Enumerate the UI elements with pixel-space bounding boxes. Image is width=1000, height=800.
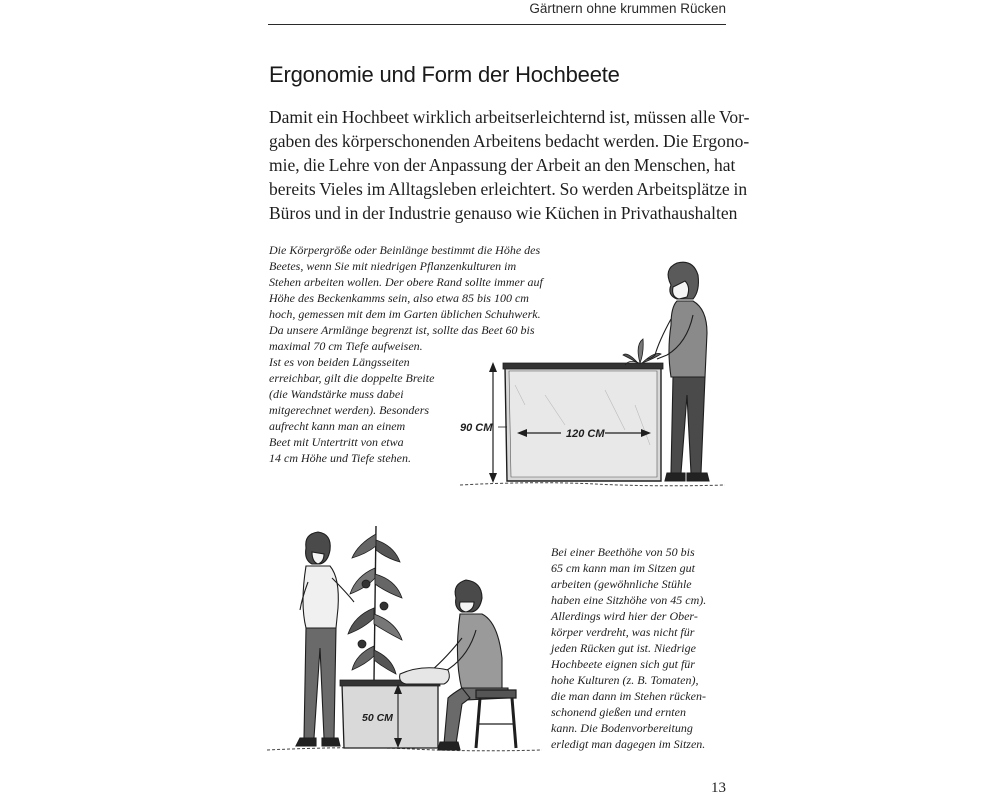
- caption-line: die man dann im Stehen rücken-: [551, 689, 706, 703]
- caption-line: hohe Kulturen (z. B. Tomaten),: [551, 673, 699, 687]
- illustration-standing-raised-bed: [455, 255, 730, 495]
- height-label-90: 90 CM: [460, 422, 493, 434]
- caption-line: 14 cm Höhe und Tiefe stehen.: [269, 451, 411, 465]
- caption-line: 65 cm kann man im Sitzen gut: [551, 561, 695, 575]
- caption-line: Bei einer Beethöhe von 50 bis: [551, 545, 695, 559]
- caption-line: hoch, gemessen mit dem im Garten üblichen Schuhwerk.: [269, 307, 541, 321]
- caption-line: Beet mit Untertritt von etwa: [269, 435, 404, 449]
- caption-line: (die Wandstärke muss dabei: [269, 387, 404, 401]
- caption-line: Ist es von beiden Längsseiten: [269, 355, 410, 369]
- caption-line: Hochbeete eignen sich gut für: [551, 657, 695, 671]
- caption-line: Allerdings wird hier der Ober-: [551, 609, 698, 623]
- body-line: gaben des körperschonenden Arbeitens bedacht werden. Die Ergono-: [269, 131, 750, 151]
- caption-line: Höhe des Beckenkamms sein, also etwa 85 bis 100 cm: [269, 291, 529, 305]
- body-line: bereits Vieles im Alltagsleben erleichtert. So werden Arbeitsplätze in: [269, 179, 748, 199]
- caption-line: schonend gießen und ernten: [551, 705, 686, 719]
- caption-line: mitgerechnet werden). Besonders: [269, 403, 430, 417]
- running-head-text: Gärtnern ohne krummen Rücken: [529, 1, 726, 16]
- tomato-plant-icon: [348, 526, 402, 680]
- caption-line: erreichbar, gilt die doppelte Breite: [269, 371, 435, 385]
- body-line: Büros und in der Industrie genauso wie Küchen in Privathaushalten: [269, 203, 738, 223]
- section-title: Ergonomie und Form der Hochbeete: [269, 62, 620, 87]
- body-line: mie, die Lehre von der Anpassung der Arbeit an den Menschen, hat: [269, 155, 736, 175]
- illustration-low-bed: [262, 518, 547, 758]
- page-number: 13: [711, 780, 726, 796]
- caption-line: erledigt man dagegen im Sitzen.: [551, 737, 706, 751]
- body-line: Damit ein Hochbeet wirklich arbeitserleichternd ist, müssen alle Vor-: [269, 107, 750, 127]
- ground-line: [460, 483, 725, 486]
- caption-line: arbeiten (gewöhnliche Stühle: [551, 577, 692, 591]
- caption-line: maximal 70 cm Tiefe aufweisen.: [269, 339, 423, 353]
- caption-line: Da unsere Armlänge begrenzt ist, sollte das Beet 60 bis: [269, 323, 535, 337]
- basket-icon: [400, 668, 450, 684]
- raised-bed: [503, 363, 663, 481]
- caption-line: körper verdreht, was nicht für: [551, 625, 695, 639]
- caption-line: jeden Rücken gut ist. Niedrige: [551, 641, 696, 655]
- caption-line: aufrecht kann man an einem: [269, 419, 406, 433]
- caption-line: Die Körpergröße oder Beinlänge bestimmt die Höhe des: [269, 243, 541, 257]
- caption-line: kann. Die Bodenvorbereitung: [551, 721, 693, 735]
- width-label-120: 120 CM: [566, 428, 605, 440]
- caption-sitting: [551, 544, 706, 752]
- caption-line: Beetes, wenn Sie mit niedrigen Pflanzenkulturen im: [269, 259, 517, 273]
- caption-line: Stehen arbeiten wollen. Der obere Rand sollte immer auf: [269, 275, 543, 289]
- running-head: [268, 0, 726, 25]
- plant-icon: [623, 339, 661, 365]
- height-label-50: 50 CM: [362, 712, 393, 724]
- caption-line: haben eine Sitzhöhe von 45 cm).: [551, 593, 707, 607]
